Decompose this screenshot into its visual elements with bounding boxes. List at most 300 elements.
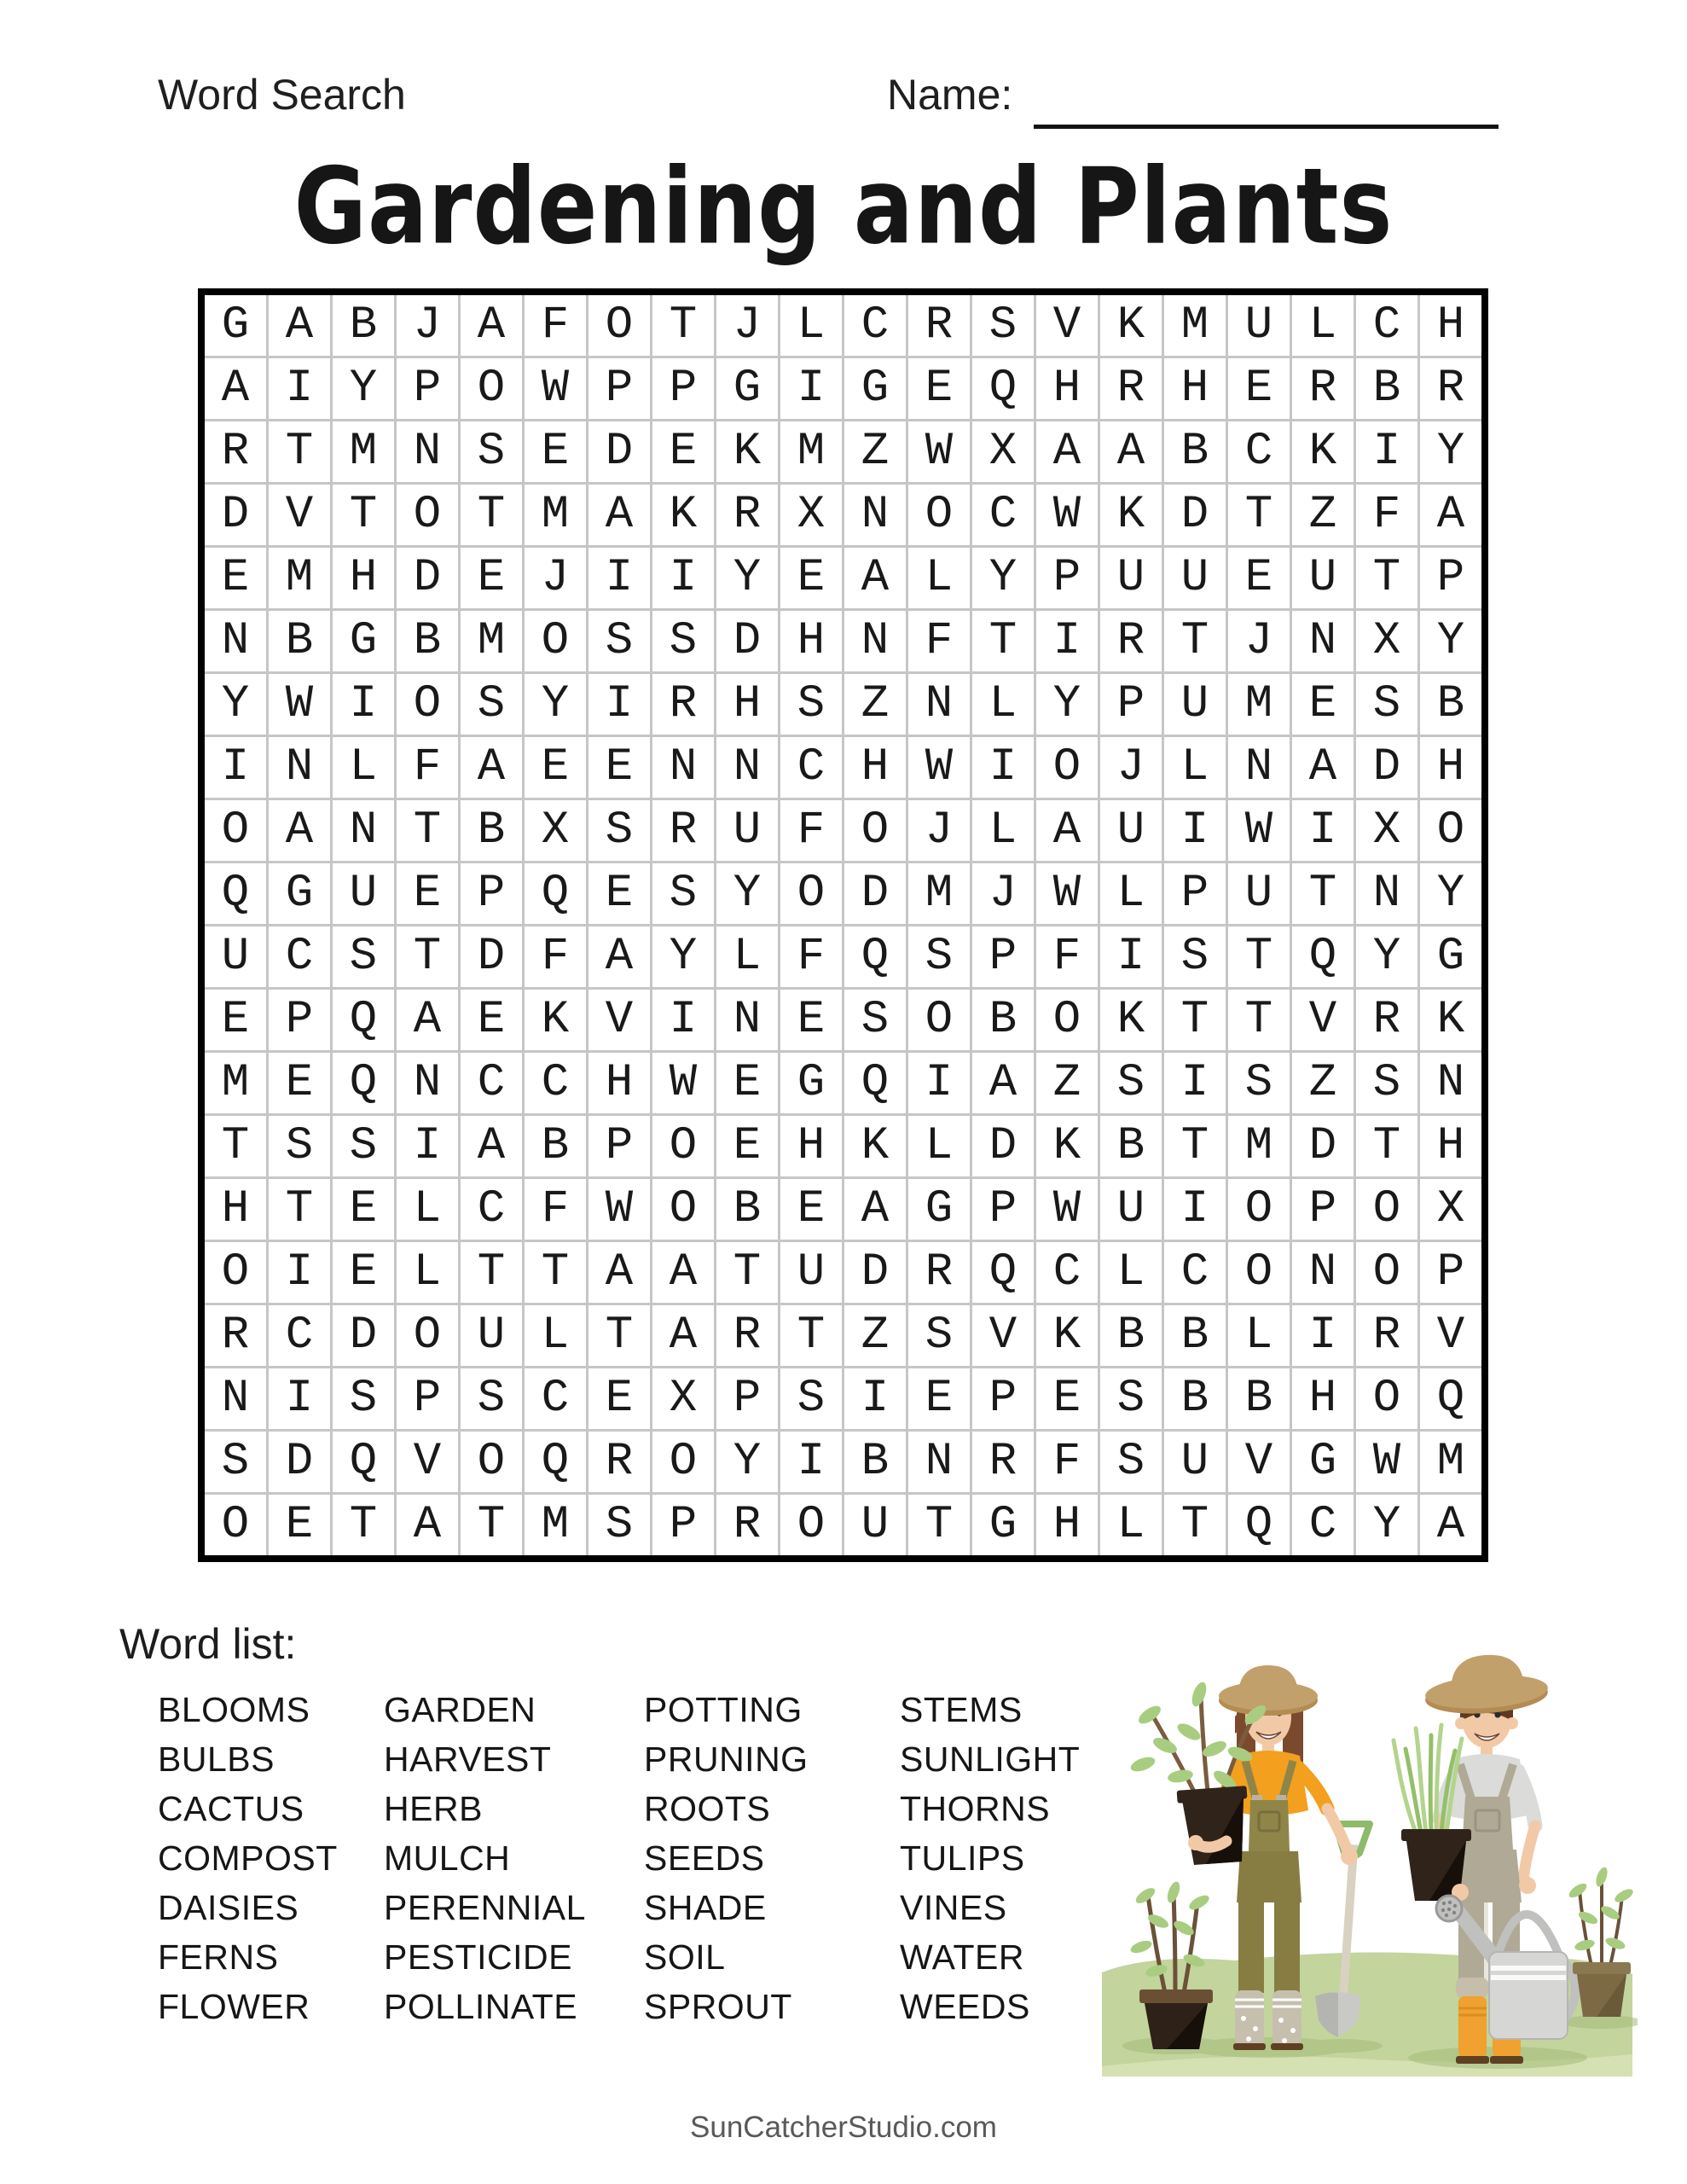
- grid-cell: Z: [844, 421, 906, 482]
- grid-cell: R: [716, 1495, 778, 1555]
- grid-cell: M: [780, 421, 842, 482]
- grid-cell: R: [1292, 358, 1354, 419]
- grid-row: [205, 1242, 1481, 1303]
- grid-cell: X: [1356, 800, 1417, 861]
- grid-cell: C: [972, 485, 1034, 545]
- grid-cell: R: [205, 1305, 266, 1366]
- grid-cell: G: [844, 358, 906, 419]
- grid-cell: O: [844, 800, 906, 861]
- grid-cell: Q: [844, 926, 906, 987]
- grid-cell: S: [780, 1368, 842, 1429]
- grid-cell: I: [908, 1053, 970, 1113]
- word-list-item: HARVEST: [384, 1740, 552, 1779]
- grid-cell: R: [908, 1242, 970, 1303]
- grid-cell: X: [525, 800, 586, 861]
- grid-cell: J: [716, 295, 778, 356]
- grid-cell: T: [972, 611, 1034, 671]
- grid-cell: B: [844, 1432, 906, 1492]
- grid-cell: A: [1036, 421, 1098, 482]
- grid-cell: A: [1420, 485, 1481, 545]
- grid-cell: S: [1100, 1368, 1162, 1429]
- grid-cell: H: [1292, 1368, 1354, 1429]
- grid-cell: M: [461, 611, 522, 671]
- grid-cell: E: [652, 421, 714, 482]
- word-list-item: TULIPS: [900, 1838, 1025, 1878]
- grid-cell: S: [1164, 926, 1226, 987]
- grid-cell: U: [461, 1305, 522, 1366]
- grid-cell: Y: [1420, 611, 1481, 671]
- grid-cell: L: [397, 1242, 458, 1303]
- word-list-item: GARDEN: [384, 1690, 536, 1729]
- grid-cell: P: [1164, 863, 1226, 924]
- grid-cell: S: [333, 1368, 394, 1429]
- grid-cell: S: [780, 674, 842, 735]
- grid-cell: B: [269, 611, 330, 671]
- grid-cell: P: [1420, 548, 1481, 608]
- grid-cell: P: [972, 1179, 1034, 1240]
- grid-cell: M: [525, 1495, 586, 1555]
- grid-cell: W: [1356, 1432, 1417, 1492]
- grid-cell: S: [461, 421, 522, 482]
- grid-cell: E: [333, 1242, 394, 1303]
- grid-cell: O: [525, 611, 586, 671]
- grid-cell: S: [908, 926, 970, 987]
- grid-cell: I: [1164, 1053, 1226, 1113]
- grid-cell: O: [1036, 990, 1098, 1050]
- grid-cell: P: [588, 358, 650, 419]
- grid-row: [205, 421, 1481, 482]
- grid-cell: R: [1100, 358, 1162, 419]
- grid-cell: R: [972, 1432, 1034, 1492]
- grid-cell: A: [269, 295, 330, 356]
- grid-cell: L: [1292, 295, 1354, 356]
- grid-cell: N: [844, 485, 906, 545]
- grid-cell: I: [972, 737, 1034, 798]
- grid-cell: J: [972, 863, 1034, 924]
- grid-cell: W: [652, 1053, 714, 1113]
- grid-cell: P: [652, 1495, 714, 1555]
- grid-cell: S: [844, 990, 906, 1050]
- grid-cell: N: [652, 737, 714, 798]
- grid-cell: M: [1228, 674, 1290, 735]
- grid-cell: A: [652, 1305, 714, 1366]
- grid-cell: X: [1420, 1179, 1481, 1240]
- grid-cell: V: [1292, 990, 1354, 1050]
- grid-cell: P: [269, 990, 330, 1050]
- grid-cell: I: [269, 1368, 330, 1429]
- grid-cell: N: [1228, 737, 1290, 798]
- grid-cell: A: [588, 485, 650, 545]
- grid-cell: C: [461, 1053, 522, 1113]
- word-list-column: [644, 1685, 900, 2031]
- word-list-item: FERNS: [158, 1937, 279, 1977]
- grid-cell: L: [397, 1179, 458, 1240]
- grid-cell: C: [461, 1179, 522, 1240]
- grid-cell: P: [397, 358, 458, 419]
- grid-cell: D: [269, 1432, 330, 1492]
- word-list-label: Word list:: [119, 1620, 297, 1668]
- grid-cell: S: [972, 295, 1034, 356]
- word-list-item: MULCH: [384, 1838, 511, 1878]
- worksheet-type-label: Word Search: [158, 71, 406, 119]
- grid-cell: I: [1100, 926, 1162, 987]
- grid-cell: E: [780, 548, 842, 608]
- grid-cell: E: [588, 1368, 650, 1429]
- grid-cell: L: [908, 548, 970, 608]
- grid-cell: E: [588, 737, 650, 798]
- word-list-column: [384, 1685, 644, 2031]
- word-list: [158, 1685, 1080, 2031]
- grid-cell: D: [844, 1242, 906, 1303]
- grid-cell: W: [269, 674, 330, 735]
- word-list-item: WATER: [900, 1937, 1024, 1977]
- grid-cell: N: [1356, 863, 1417, 924]
- grid-cell: L: [1164, 737, 1226, 798]
- grid-cell: P: [397, 1368, 458, 1429]
- grid-cell: R: [1100, 611, 1162, 671]
- grid-cell: R: [1420, 358, 1481, 419]
- grid-cell: S: [1356, 674, 1417, 735]
- grid-cell: S: [205, 1432, 266, 1492]
- grid-cell: J: [1100, 737, 1162, 798]
- grid-cell: Q: [333, 990, 394, 1050]
- grid-cell: E: [1228, 548, 1290, 608]
- grid-cell: U: [1100, 548, 1162, 608]
- grid-cell: D: [716, 611, 778, 671]
- grid-cell: O: [1228, 1179, 1290, 1240]
- grid-cell: P: [972, 1368, 1034, 1429]
- grid-cell: T: [1356, 1116, 1417, 1176]
- grid-cell: G: [205, 295, 266, 356]
- grid-cell: N: [269, 737, 330, 798]
- grid-cell: O: [652, 1179, 714, 1240]
- grid-cell: A: [1100, 421, 1162, 482]
- grid-cell: K: [652, 485, 714, 545]
- grid-cell: D: [972, 1116, 1034, 1176]
- grid-cell: W: [1036, 863, 1098, 924]
- grid-cell: O: [1036, 737, 1098, 798]
- grid-cell: L: [525, 1305, 586, 1366]
- grid-cell: P: [1420, 1242, 1481, 1303]
- grid-cell: J: [908, 800, 970, 861]
- grid-cell: E: [1292, 674, 1354, 735]
- word-list-item: SHADE: [644, 1888, 767, 1927]
- grid-cell: U: [1164, 1432, 1226, 1492]
- grid-cell: T: [205, 1116, 266, 1176]
- grid-cell: Q: [333, 1053, 394, 1113]
- grid-cell: M: [1228, 1116, 1290, 1176]
- grid-cell: J: [1228, 611, 1290, 671]
- grid-cell: O: [1228, 1242, 1290, 1303]
- grid-cell: U: [333, 863, 394, 924]
- grid-row: [205, 295, 1481, 356]
- grid-cell: B: [1100, 1116, 1162, 1176]
- grid-cell: Q: [333, 1432, 394, 1492]
- grid-cell: T: [397, 800, 458, 861]
- grid-cell: W: [1036, 485, 1098, 545]
- grid-cell: G: [908, 1179, 970, 1240]
- grid-cell: D: [333, 1305, 394, 1366]
- grid-row: [205, 737, 1481, 798]
- grid-cell: O: [652, 1116, 714, 1176]
- grid-cell: N: [908, 674, 970, 735]
- grid-cell: H: [1420, 295, 1481, 356]
- grid-cell: T: [716, 1242, 778, 1303]
- name-writing-line: [1034, 125, 1499, 129]
- grid-cell: D: [205, 485, 266, 545]
- grid-cell: F: [525, 295, 586, 356]
- grid-cell: N: [333, 800, 394, 861]
- grid-cell: C: [1292, 1495, 1354, 1555]
- grid-cell: I: [269, 358, 330, 419]
- grid-cell: D: [1356, 737, 1417, 798]
- grid-cell: L: [1100, 1242, 1162, 1303]
- grid-cell: A: [844, 548, 906, 608]
- word-list-item: SOIL: [644, 1937, 726, 1977]
- grid-row: [205, 1432, 1481, 1492]
- grid-cell: O: [397, 1305, 458, 1366]
- grid-cell: O: [1356, 1242, 1417, 1303]
- grid-cell: I: [1164, 800, 1226, 861]
- grid-cell: A: [461, 1116, 522, 1176]
- grid-cell: G: [972, 1495, 1034, 1555]
- grid-cell: V: [1036, 295, 1098, 356]
- grid-cell: V: [588, 990, 650, 1050]
- grid-cell: R: [908, 295, 970, 356]
- grid-cell: W: [525, 358, 586, 419]
- grid-cell: D: [1292, 1116, 1354, 1176]
- word-search-grid: [198, 288, 1488, 1562]
- grid-cell: K: [1036, 1305, 1098, 1366]
- grid-cell: R: [652, 800, 714, 861]
- grid-cell: M: [205, 1053, 266, 1113]
- grid-row: [205, 674, 1481, 735]
- grid-cell: Y: [205, 674, 266, 735]
- grid-cell: S: [461, 1368, 522, 1429]
- grid-cell: T: [269, 421, 330, 482]
- grid-cell: H: [588, 1053, 650, 1113]
- grid-cell: U: [205, 926, 266, 987]
- grid-cell: R: [652, 674, 714, 735]
- grid-cell: T: [333, 1495, 394, 1555]
- grid-cell: A: [397, 990, 458, 1050]
- word-list-item: VINES: [900, 1888, 1007, 1927]
- grid-cell: C: [1228, 421, 1290, 482]
- grid-cell: Y: [1420, 421, 1481, 482]
- grid-cell: N: [844, 611, 906, 671]
- grid-cell: T: [461, 1495, 522, 1555]
- grid-cell: Z: [1292, 485, 1354, 545]
- grid-cell: U: [1164, 548, 1226, 608]
- grid-cell: M: [269, 548, 330, 608]
- grid-cell: P: [588, 1116, 650, 1176]
- grid-cell: I: [1036, 611, 1098, 671]
- grid-cell: S: [588, 611, 650, 671]
- grid-cell: T: [1164, 611, 1226, 671]
- word-list-item: SUNLIGHT: [900, 1740, 1081, 1779]
- grid-cell: B: [461, 800, 522, 861]
- grid-cell: E: [269, 1495, 330, 1555]
- grid-cell: P: [1100, 674, 1162, 735]
- grid-cell: T: [908, 1495, 970, 1555]
- grid-cell: K: [1100, 485, 1162, 545]
- grid-cell: A: [1420, 1495, 1481, 1555]
- grid-cell: H: [780, 1116, 842, 1176]
- grid-cell: B: [333, 295, 394, 356]
- grid-cell: Z: [844, 1305, 906, 1366]
- grid-cell: E: [397, 863, 458, 924]
- grid-cell: F: [1036, 1432, 1098, 1492]
- grid-row: [205, 1116, 1481, 1176]
- grid-cell: K: [525, 990, 586, 1050]
- word-list-item: PERENNIAL: [384, 1888, 586, 1927]
- grid-cell: F: [780, 926, 842, 987]
- grid-cell: Q: [525, 1432, 586, 1492]
- grid-cell: S: [1228, 1053, 1290, 1113]
- grid-cell: J: [525, 548, 586, 608]
- grid-cell: D: [397, 548, 458, 608]
- grid-cell: O: [461, 1432, 522, 1492]
- grid-row: [205, 1053, 1481, 1113]
- gardeners-illustration: [1099, 1621, 1638, 2082]
- grid-cell: I: [652, 990, 714, 1050]
- grid-cell: U: [1164, 674, 1226, 735]
- grid-cell: J: [397, 295, 458, 356]
- grid-cell: F: [525, 926, 586, 987]
- grid-cell: H: [1036, 1495, 1098, 1555]
- grid-row: [205, 800, 1481, 861]
- grid-cell: E: [525, 737, 586, 798]
- grid-cell: H: [1036, 358, 1098, 419]
- grid-cell: E: [461, 548, 522, 608]
- grid-cell: B: [1164, 1305, 1226, 1366]
- grid-cell: T: [1164, 1495, 1226, 1555]
- grid-cell: S: [333, 926, 394, 987]
- grid-cell: Y: [1356, 926, 1417, 987]
- grid-cell: P: [716, 1368, 778, 1429]
- grid-cell: Y: [716, 1432, 778, 1492]
- word-list-item: HERB: [384, 1789, 483, 1828]
- grid-cell: B: [1164, 1368, 1226, 1429]
- grid-cell: T: [780, 1305, 842, 1366]
- grid-cell: R: [588, 1432, 650, 1492]
- grid-cell: H: [1164, 358, 1226, 419]
- grid-cell: W: [1036, 1179, 1098, 1240]
- grid-cell: N: [397, 1053, 458, 1113]
- grid-cell: B: [716, 1179, 778, 1240]
- grid-cell: Y: [716, 863, 778, 924]
- grid-cell: V: [1420, 1305, 1481, 1366]
- grid-cell: S: [588, 800, 650, 861]
- grid-cell: B: [1228, 1368, 1290, 1429]
- word-list-item: PRUNING: [644, 1740, 809, 1779]
- grid-cell: E: [525, 421, 586, 482]
- word-list-item: THORNS: [900, 1789, 1051, 1828]
- grid-cell: A: [461, 295, 522, 356]
- grid-cell: N: [908, 1432, 970, 1492]
- grid-cell: G: [333, 611, 394, 671]
- grid-cell: R: [1356, 990, 1417, 1050]
- grid-cell: O: [1356, 1179, 1417, 1240]
- grid-cell: G: [269, 863, 330, 924]
- grid-cell: Y: [972, 548, 1034, 608]
- grid-cell: S: [908, 1305, 970, 1366]
- grid-cell: I: [780, 358, 842, 419]
- grid-cell: K: [844, 1116, 906, 1176]
- grid-cell: O: [461, 358, 522, 419]
- grid-cell: N: [716, 990, 778, 1050]
- grid-cell: C: [780, 737, 842, 798]
- grid-row: [205, 611, 1481, 671]
- grid-cell: Q: [1420, 1368, 1481, 1429]
- grid-cell: N: [397, 421, 458, 482]
- grid-cell: Q: [972, 1242, 1034, 1303]
- grid-cell: T: [1292, 863, 1354, 924]
- grid-cell: A: [844, 1179, 906, 1240]
- grid-cell: G: [716, 358, 778, 419]
- grid-cell: H: [780, 611, 842, 671]
- grid-cell: V: [397, 1432, 458, 1492]
- grid-cell: N: [1420, 1053, 1481, 1113]
- grid-cell: O: [397, 674, 458, 735]
- grid-cell: I: [1292, 1305, 1354, 1366]
- grid-cell: Y: [1420, 863, 1481, 924]
- grid-cell: D: [1164, 485, 1226, 545]
- grid-cell: E: [333, 1179, 394, 1240]
- grid-cell: M: [333, 421, 394, 482]
- grid-cell: H: [716, 674, 778, 735]
- grid-cell: T: [397, 926, 458, 987]
- grid-cell: V: [269, 485, 330, 545]
- grid-cell: O: [205, 1495, 266, 1555]
- grid-cell: U: [844, 1495, 906, 1555]
- grid-cell: Q: [844, 1053, 906, 1113]
- word-list-item: DAISIES: [158, 1888, 299, 1927]
- grid-cell: U: [1292, 548, 1354, 608]
- name-label: Name:: [887, 71, 1013, 119]
- grid-cell: C: [844, 295, 906, 356]
- grid-cell: G: [780, 1053, 842, 1113]
- grid-cell: E: [461, 990, 522, 1050]
- grid-cell: C: [269, 926, 330, 987]
- word-list-item: POLLINATE: [384, 1987, 578, 2026]
- grid-cell: Q: [525, 863, 586, 924]
- grid-cell: U: [1228, 295, 1290, 356]
- grid-cell: G: [1420, 926, 1481, 987]
- grid-cell: S: [1100, 1053, 1162, 1113]
- word-list-item: PESTICIDE: [384, 1937, 572, 1977]
- grid-cell: P: [461, 863, 522, 924]
- grid-cell: I: [333, 674, 394, 735]
- grid-cell: X: [652, 1368, 714, 1429]
- grid-cell: E: [205, 548, 266, 608]
- grid-cell: O: [908, 485, 970, 545]
- grid-cell: H: [844, 737, 906, 798]
- grid-cell: A: [588, 926, 650, 987]
- grid-cell: B: [1100, 1305, 1162, 1366]
- grid-cell: O: [588, 295, 650, 356]
- grid-cell: T: [525, 1242, 586, 1303]
- grid-cell: T: [588, 1305, 650, 1366]
- grid-cell: B: [1420, 674, 1481, 735]
- grid-cell: A: [1292, 737, 1354, 798]
- grid-cell: F: [1036, 926, 1098, 987]
- grid-cell: R: [205, 421, 266, 482]
- grid-cell: N: [716, 737, 778, 798]
- grid-row: [205, 1305, 1481, 1366]
- grid-cell: E: [908, 358, 970, 419]
- footer-site: SunCatcherStudio.com: [690, 2111, 997, 2144]
